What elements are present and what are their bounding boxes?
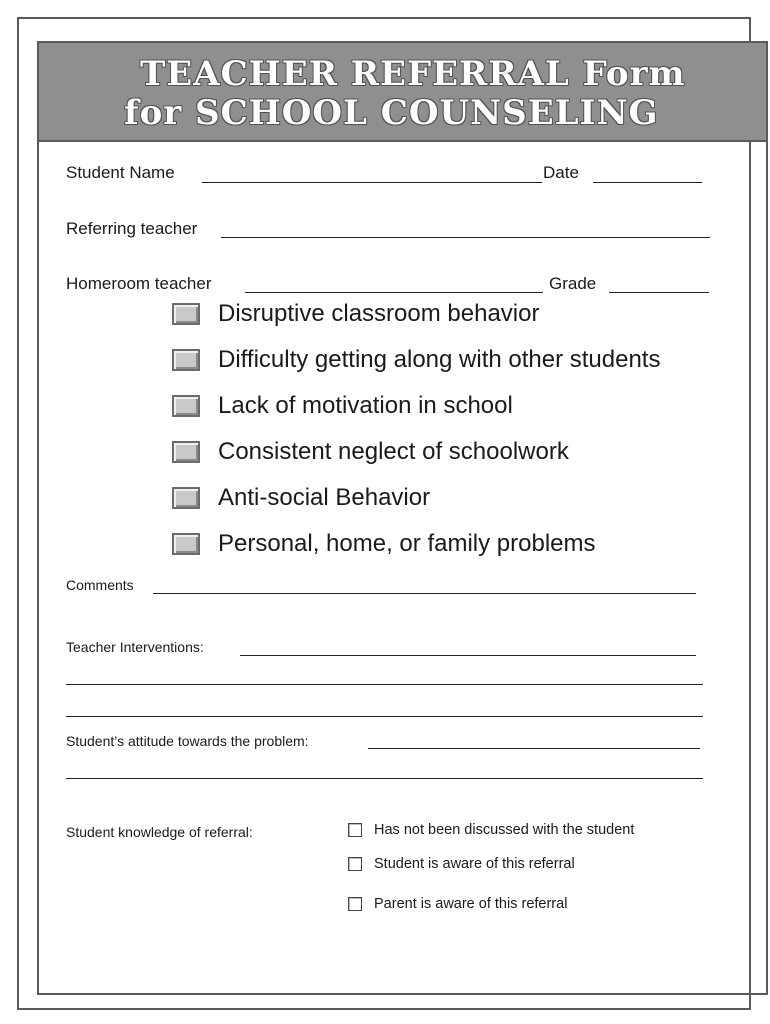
title-line-2: for SCHOOL COUNSELING — [124, 93, 659, 133]
knowledge-option-label: Parent is aware of this referral — [374, 896, 568, 912]
reason-row — [172, 297, 539, 331]
knowledge-option — [348, 896, 567, 912]
reason-label: Difficulty getting along with other students — [218, 346, 661, 373]
student-name-label: Student Name — [66, 163, 175, 182]
grade-label: Grade — [549, 274, 597, 293]
student-attitude-field[interactable] — [368, 748, 700, 749]
homeroom-teacher-label: Homeroom teacher — [66, 274, 212, 293]
reason-row — [172, 481, 430, 515]
date-field[interactable] — [593, 182, 702, 183]
reason-row — [172, 435, 569, 469]
knowledge-checkbox[interactable] — [348, 857, 362, 871]
knowledge-label: Student knowledge of referral: — [66, 824, 253, 840]
homeroom-teacher-field[interactable] — [245, 292, 543, 293]
reason-label: Personal, home, or family problems — [218, 530, 596, 557]
reason-checkbox[interactable] — [172, 395, 200, 417]
knowledge-option — [348, 856, 575, 872]
reason-label: Disruptive classroom behavior — [218, 300, 540, 327]
reason-checkbox[interactable] — [172, 303, 200, 325]
teacher-interventions-field[interactable] — [240, 655, 696, 656]
knowledge-option-label: Has not been discussed with the student — [374, 822, 635, 838]
reason-row — [172, 389, 513, 423]
comments-label: Comments — [66, 577, 134, 593]
knowledge-checkbox[interactable] — [348, 823, 362, 837]
teacher-interventions-label: Teacher Interventions: — [66, 639, 204, 655]
reason-row — [172, 343, 660, 377]
referring-teacher-field[interactable] — [221, 237, 710, 238]
reason-label: Lack of motivation in school — [218, 392, 513, 419]
student-attitude-label: Student’s attitude towards the problem: — [66, 733, 309, 749]
reason-checkbox[interactable] — [172, 533, 200, 555]
grade-field[interactable] — [609, 292, 709, 293]
form-border — [37, 41, 768, 995]
reason-row — [172, 527, 595, 561]
referring-teacher-label: Referring teacher — [66, 219, 198, 238]
reason-label: Anti-social Behavior — [218, 484, 431, 511]
reason-checkbox[interactable] — [172, 441, 200, 463]
reason-checkbox[interactable] — [172, 487, 200, 509]
knowledge-checkbox[interactable] — [348, 897, 362, 911]
knowledge-option — [348, 822, 634, 838]
comments-field[interactable] — [153, 593, 696, 594]
student-attitude-line[interactable] — [66, 778, 703, 779]
teacher-interventions-line[interactable] — [66, 716, 703, 717]
title-line-1: TEACHER REFERRAL Form — [140, 54, 686, 94]
reason-label: Consistent neglect of schoolwork — [218, 438, 569, 465]
date-label: Date — [543, 163, 579, 182]
knowledge-option-label: Student is aware of this referral — [374, 856, 575, 872]
teacher-interventions-line[interactable] — [66, 684, 703, 685]
reason-checkbox[interactable] — [172, 349, 200, 371]
student-name-field[interactable] — [202, 182, 542, 183]
